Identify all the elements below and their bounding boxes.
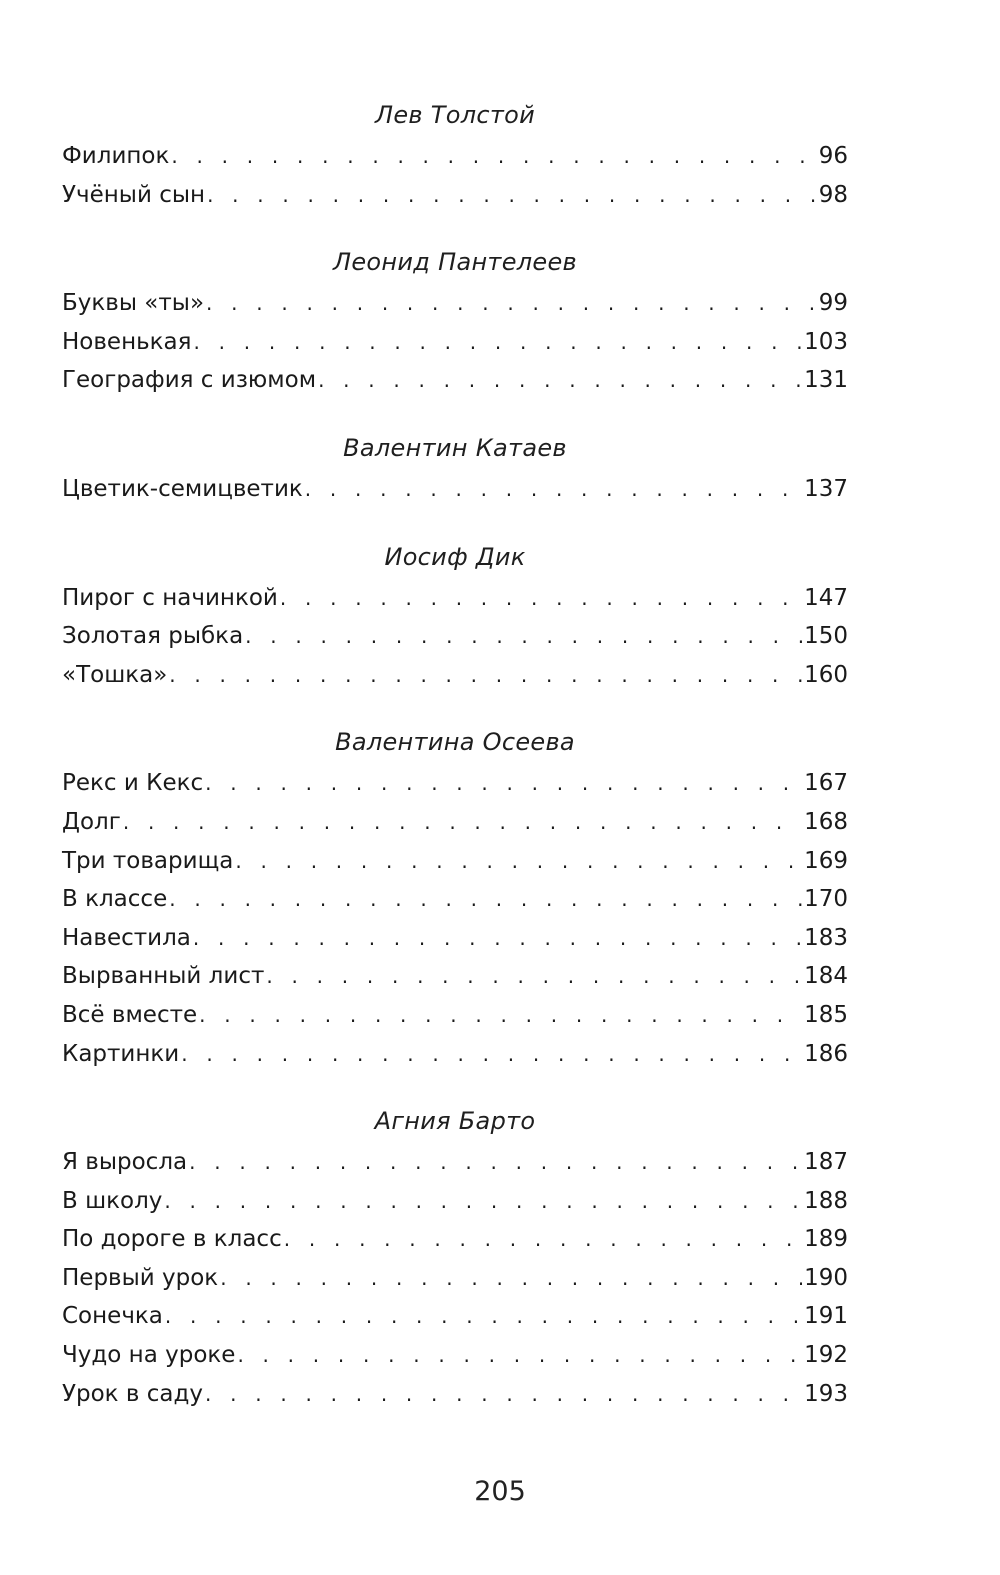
toc-entry xyxy=(62,1336,848,1375)
entry-title: По дороге в класс xyxy=(62,1226,282,1253)
entry-title: Новенькая xyxy=(62,328,192,355)
entry-page-number: 131 xyxy=(804,367,848,394)
entry-page-number: 170 xyxy=(804,886,848,913)
entry-page-number: 103 xyxy=(804,328,848,355)
entry-title: Пирог с начинкой xyxy=(62,584,278,611)
entry-page-number: 168 xyxy=(804,808,848,835)
toc-entry xyxy=(62,470,848,509)
entry-page-number: 183 xyxy=(804,924,848,951)
dot-leader xyxy=(181,1035,802,1074)
author-heading: Леонид Пантелеев xyxy=(332,248,577,277)
dot-leader xyxy=(123,803,802,842)
entry-page-number: 189 xyxy=(804,1226,848,1253)
dot-leader xyxy=(305,470,802,509)
entry-title: Вырванный лист xyxy=(62,963,265,990)
entry-page-number: 147 xyxy=(804,584,848,611)
author-heading: Валентина Осеева xyxy=(335,728,575,757)
toc-entry xyxy=(62,996,848,1035)
entry-page-number: 99 xyxy=(818,290,848,317)
toc-entry xyxy=(62,617,848,656)
dot-leader xyxy=(164,1182,802,1221)
author-heading: Иосиф Дик xyxy=(384,542,526,571)
entry-page-number: 96 xyxy=(818,143,848,169)
entry-page-number: 185 xyxy=(804,1001,848,1028)
entry-page-number: 160 xyxy=(804,661,848,688)
dot-leader xyxy=(318,361,802,400)
dot-leader xyxy=(165,1297,802,1336)
dot-leader xyxy=(266,957,802,996)
toc-entry xyxy=(62,957,848,996)
dot-leader xyxy=(194,323,803,362)
entry-title: Цветик-семицветик xyxy=(62,475,303,502)
toc-entry xyxy=(62,1035,848,1074)
entry-title: Три товарища xyxy=(62,847,234,874)
dot-leader xyxy=(206,284,817,323)
dot-leader xyxy=(220,1259,802,1298)
dot-leader xyxy=(199,996,802,1035)
entry-title: «Тошка» xyxy=(62,661,168,688)
toc-section xyxy=(62,96,848,214)
entry-title: Чудо на уроке xyxy=(62,1342,236,1369)
table-of-contents xyxy=(62,96,848,1413)
dot-leader xyxy=(171,137,816,176)
toc-entry xyxy=(62,656,848,695)
author-heading: Агния Барто xyxy=(374,1107,536,1136)
dot-leader xyxy=(235,842,802,881)
entry-title: Филипок xyxy=(62,143,170,169)
entry-page-number: 184 xyxy=(804,963,848,990)
toc-section xyxy=(62,1102,848,1413)
toc-section xyxy=(62,429,848,509)
toc-entry xyxy=(62,1297,848,1336)
dot-leader xyxy=(237,1336,802,1375)
entry-page-number: 188 xyxy=(804,1187,848,1214)
toc-section xyxy=(62,243,848,400)
entry-title: В школу xyxy=(62,1187,163,1214)
entry-title: Долг xyxy=(62,808,121,835)
entry-page-number: 98 xyxy=(818,181,848,208)
entry-title: Я выросла xyxy=(62,1149,188,1176)
dot-leader xyxy=(284,1220,802,1259)
entry-title: Картинки xyxy=(62,1040,180,1067)
entry-page-number: 191 xyxy=(804,1303,848,1330)
entry-title: Урок в саду xyxy=(62,1380,204,1407)
entry-title: Навестила xyxy=(62,924,191,951)
entry-page-number: 150 xyxy=(804,623,848,650)
toc-entry xyxy=(62,1220,848,1259)
toc-entry xyxy=(62,919,848,958)
dot-leader xyxy=(169,880,802,919)
entry-title: Рекс и Кекс xyxy=(62,770,204,797)
toc-entry xyxy=(62,137,848,176)
entry-page-number: 186 xyxy=(804,1040,848,1067)
entry-title: Сонечка xyxy=(62,1303,163,1330)
entry-page-number: 137 xyxy=(804,475,848,502)
toc-entry xyxy=(62,803,848,842)
toc-entry xyxy=(62,1259,848,1298)
dot-leader xyxy=(205,1375,802,1414)
entry-title: Всё вместе xyxy=(62,1001,198,1028)
toc-entry xyxy=(62,284,848,323)
toc-entry xyxy=(62,1143,848,1182)
entry-page-number: 167 xyxy=(804,770,848,797)
dot-leader xyxy=(280,579,802,618)
entry-page-number: 192 xyxy=(804,1342,848,1369)
toc-section xyxy=(62,538,848,695)
toc-entry xyxy=(62,361,848,400)
author-heading: Лев Толстой xyxy=(374,101,536,129)
toc-entry xyxy=(62,1375,848,1414)
toc-entry xyxy=(62,176,848,215)
entry-title: География с изюмом xyxy=(62,367,317,394)
page-number: 205 xyxy=(474,1476,526,1507)
toc-entry xyxy=(62,1182,848,1221)
toc-entry xyxy=(62,880,848,919)
toc-entry xyxy=(62,764,848,803)
entry-title: В классе xyxy=(62,886,168,913)
entry-page-number: 190 xyxy=(804,1264,848,1291)
dot-leader xyxy=(245,617,802,656)
dot-leader xyxy=(189,1143,802,1182)
entry-title: Учёный сын xyxy=(62,181,206,208)
entry-title: Первый урок xyxy=(62,1264,219,1291)
entry-title: Буквы «ты» xyxy=(62,290,205,317)
toc-entry xyxy=(62,842,848,881)
dot-leader xyxy=(207,176,817,215)
entry-title: Золотая рыбка xyxy=(62,623,244,650)
toc-section xyxy=(62,723,848,1073)
dot-leader xyxy=(169,656,802,695)
dot-leader xyxy=(193,919,802,958)
entry-page-number: 187 xyxy=(804,1149,848,1176)
toc-entry xyxy=(62,579,848,618)
entry-page-number: 169 xyxy=(804,847,848,874)
toc-entry xyxy=(62,323,848,362)
dot-leader xyxy=(205,764,802,803)
author-heading: Валентин Катаев xyxy=(343,433,567,462)
entry-page-number: 193 xyxy=(804,1380,848,1407)
